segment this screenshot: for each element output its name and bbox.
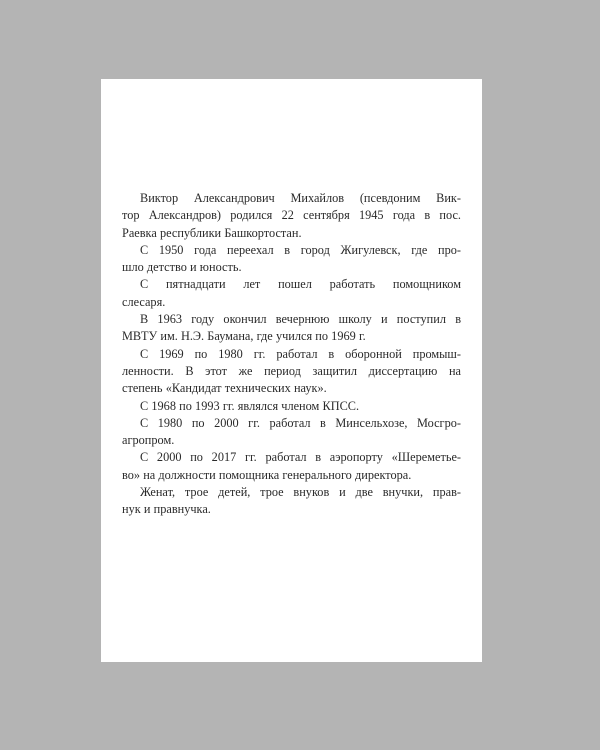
- text-line: С 1980 по 2000 гг. работал в Минсельхозе, Мосгро-: [140, 415, 461, 430]
- text-line: степень «Кандидат технических наук».: [122, 381, 327, 396]
- paragraph: [122, 190, 461, 242]
- text-line: С 1968 по 1993 гг. являлся членом КПСС.: [140, 398, 360, 413]
- text-line: ленности. В этот же период защитил диссертацию на: [122, 363, 461, 378]
- biography-text: [122, 190, 461, 519]
- text-line: во» на должности помощника генерального директора.: [122, 467, 412, 482]
- paragraph: [122, 311, 461, 346]
- paragraph: [122, 242, 461, 277]
- text-line: нук и правнучка.: [122, 502, 211, 517]
- paragraph: [122, 276, 461, 311]
- paragraph: [122, 449, 461, 484]
- text-line: С 1969 по 1980 гг. работал в оборонной промыш-: [140, 346, 461, 361]
- text-line: МВТУ им. Н.Э. Баумана, где учился по 1969 г.: [122, 329, 366, 344]
- text-line: шло детство и юность.: [122, 260, 242, 275]
- text-line: С 1950 года переехал в город Жигулевск, где про-: [140, 242, 461, 257]
- text-line: С пятнадцати лет пошел работать помощником: [140, 277, 461, 292]
- paragraph: [122, 484, 461, 519]
- text-line: тор Александров) родился 22 сентября 1945 года в пос.: [122, 208, 461, 223]
- text-line: Виктор Александрович Михайлов (псевдоним Вик-: [140, 191, 461, 205]
- paragraph: [122, 346, 461, 398]
- paragraph: [122, 415, 461, 450]
- paragraph: [122, 398, 461, 415]
- text-line: Раевка республики Башкортостан.: [122, 225, 302, 240]
- text-line: слесаря.: [122, 294, 166, 309]
- text-line: В 1963 году окончил вечернюю школу и поступил в: [140, 312, 461, 327]
- text-line: Женат, трое детей, трое внуков и две внучки, прав-: [140, 485, 461, 500]
- text-line: С 2000 по 2017 гг. работал в аэропорту «Шереметье-: [140, 450, 461, 465]
- text-line: агропром.: [122, 433, 175, 448]
- document-page: [101, 79, 482, 662]
